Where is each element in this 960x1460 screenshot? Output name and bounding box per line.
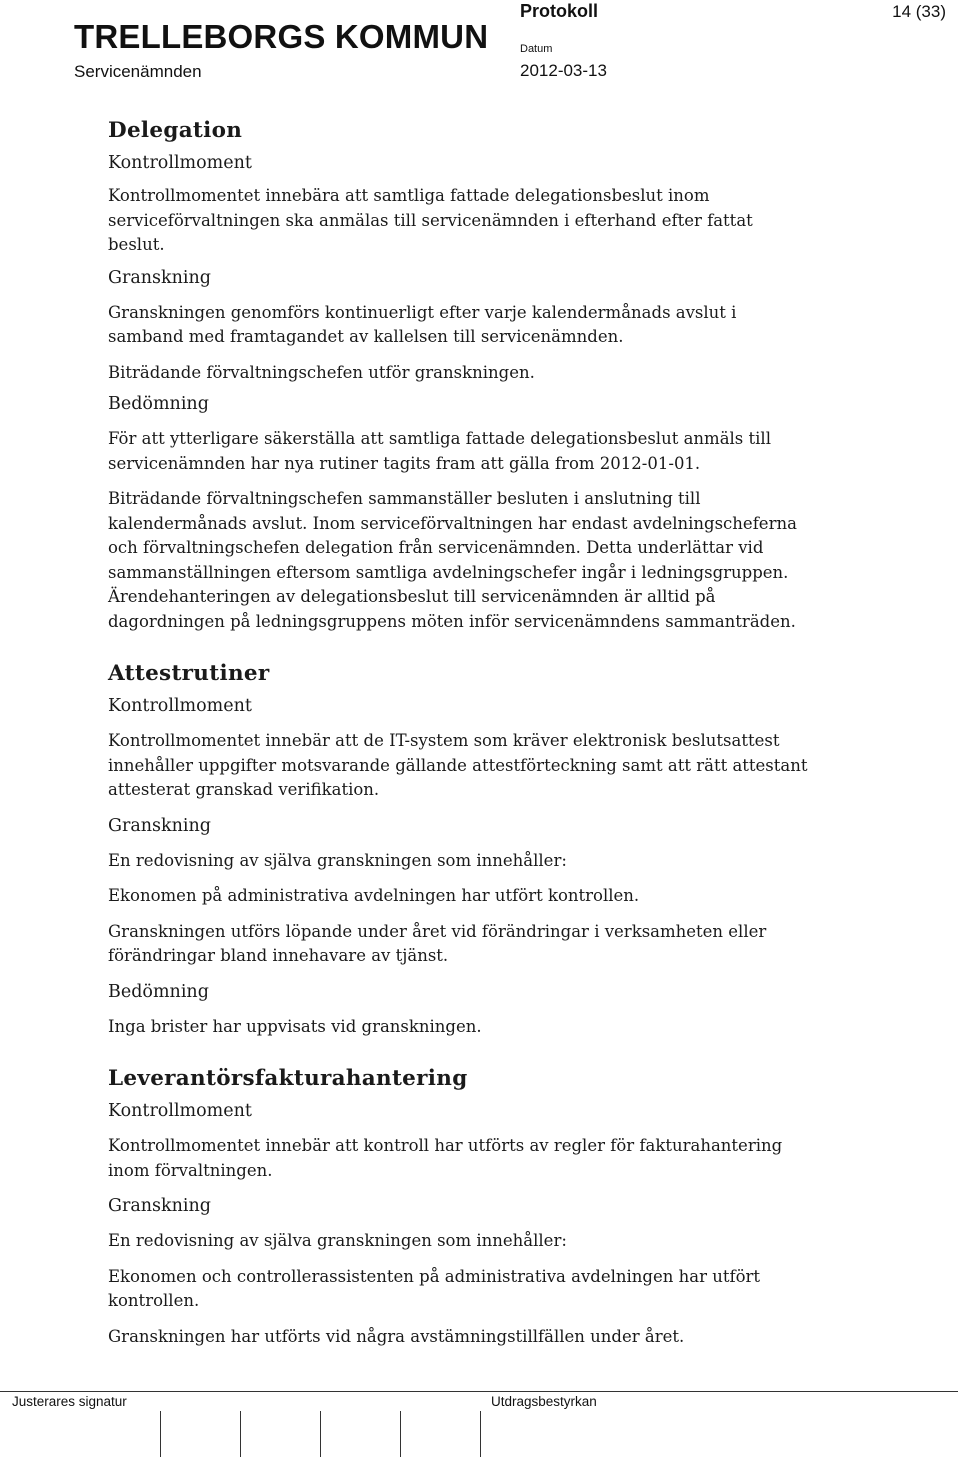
signature-box-divider xyxy=(240,1411,241,1457)
date-label: Datum xyxy=(520,43,553,55)
paragraph: Granskningen genomförs kontinuerligt efter varje kalendermånads avslut i samband med framtagandet av kallelsen till servicenämnden. xyxy=(108,302,737,346)
footer-divider xyxy=(0,1391,958,1392)
document-body xyxy=(108,116,808,1360)
signature-box-divider xyxy=(160,1411,161,1457)
section-delegation xyxy=(108,116,808,634)
page-number: 14 (33) xyxy=(892,2,946,21)
section-title: Delegation xyxy=(108,118,243,143)
paragraph: Kontrollmomentet innebära att samtliga fattade delegationsbeslut inom serviceförvaltningen ska anmälas till servicenämnden i efterhand efter fattat beslut. xyxy=(108,186,753,254)
subheading-bedomning: Bedömning xyxy=(108,981,209,1002)
signature-box-divider xyxy=(400,1411,401,1457)
signature-box-divider xyxy=(480,1411,481,1457)
subheading-granskning: Granskning xyxy=(108,1196,211,1216)
paragraph: Inga brister har uppvisats vid granskningen. xyxy=(108,1016,482,1036)
section-title: Attestrutiner xyxy=(108,661,270,686)
section-title: Leverantörsfakturahantering xyxy=(108,1066,468,1091)
paragraph: En redovisning av själva granskningen som innehåller: xyxy=(108,850,567,870)
extract-label: Utdragsbestyrkan xyxy=(491,1394,597,1409)
paragraph: Biträdande förvaltningschefen sammanställer besluten i anslutning till kalendermånads avslut. Inom serviceförvaltningen har endast avdelningscheferna och förvaltningschefen delegation från servicenämnden. Detta underlättar vid sammanställningen eftersom samtliga avdelningschefer ingår i ledningsgruppen. Ärendehanteringen av delegationsbeslut till servicenämnden är alltid på dagordningen på ledningsgruppens möten inför servicenämndens sammanträden. xyxy=(108,489,797,631)
subheading-kontrollmoment: Kontrollmoment xyxy=(108,1101,252,1121)
signature-box-divider xyxy=(320,1411,321,1457)
paragraph: Ekonomen på administrativa avdelningen har utfört kontrollen. xyxy=(108,886,640,905)
subheading-kontrollmoment: Kontrollmoment xyxy=(108,696,252,716)
document-type: Protokoll xyxy=(520,1,599,21)
paragraph: En redovisning av själva granskningen som innehåller: xyxy=(108,1231,567,1250)
subheading-granskning: Granskning xyxy=(108,267,211,288)
paragraph: Kontrollmomentet innebär att kontroll har utförts av regler för fakturahantering inom förvaltningen. xyxy=(108,1136,783,1180)
subheading-bedomning: Bedömning xyxy=(108,394,209,414)
page-header xyxy=(0,0,960,90)
subheading-granskning: Granskning xyxy=(108,815,211,836)
date-value: 2012-03-13 xyxy=(520,61,607,80)
paragraph: För att ytterligare säkerställa att samtliga fattade delegationsbeslut anmäls till servicenämnden har nya rutiner tagits fram att gälla from 2012-01-01. xyxy=(108,429,771,473)
paragraph: Biträdande förvaltningschefen utför granskningen. xyxy=(108,362,535,382)
section-attestrutiner xyxy=(108,659,808,1039)
paragraph: Ekonomen och controllerassistenten på administrativa avdelningen har utfört kontrollen. xyxy=(108,1266,761,1310)
signature-label: Justerares signatur xyxy=(12,1394,127,1409)
paragraph: Kontrollmomentet innebär att de IT-system som kräver elektronisk beslutsattest innehåller uppgifter motsvarande gällande attestförteckning samt att rätt attestant attesterat granskad verifikation. xyxy=(108,731,808,799)
paragraph: Granskningen utförs löpande under året vid förändringar i verksamheten eller förändringar bland innehavare av tjänst. xyxy=(108,921,767,965)
section-leverantorsfakturahantering xyxy=(108,1064,808,1349)
organization-name: TRELLEBORGS KOMMUN xyxy=(74,18,489,55)
department-name: Servicenämnden xyxy=(74,62,202,81)
subheading-kontrollmoment: Kontrollmoment xyxy=(108,153,252,173)
paragraph: Granskningen har utförts vid några avstämningstillfällen under året. xyxy=(108,1326,685,1346)
